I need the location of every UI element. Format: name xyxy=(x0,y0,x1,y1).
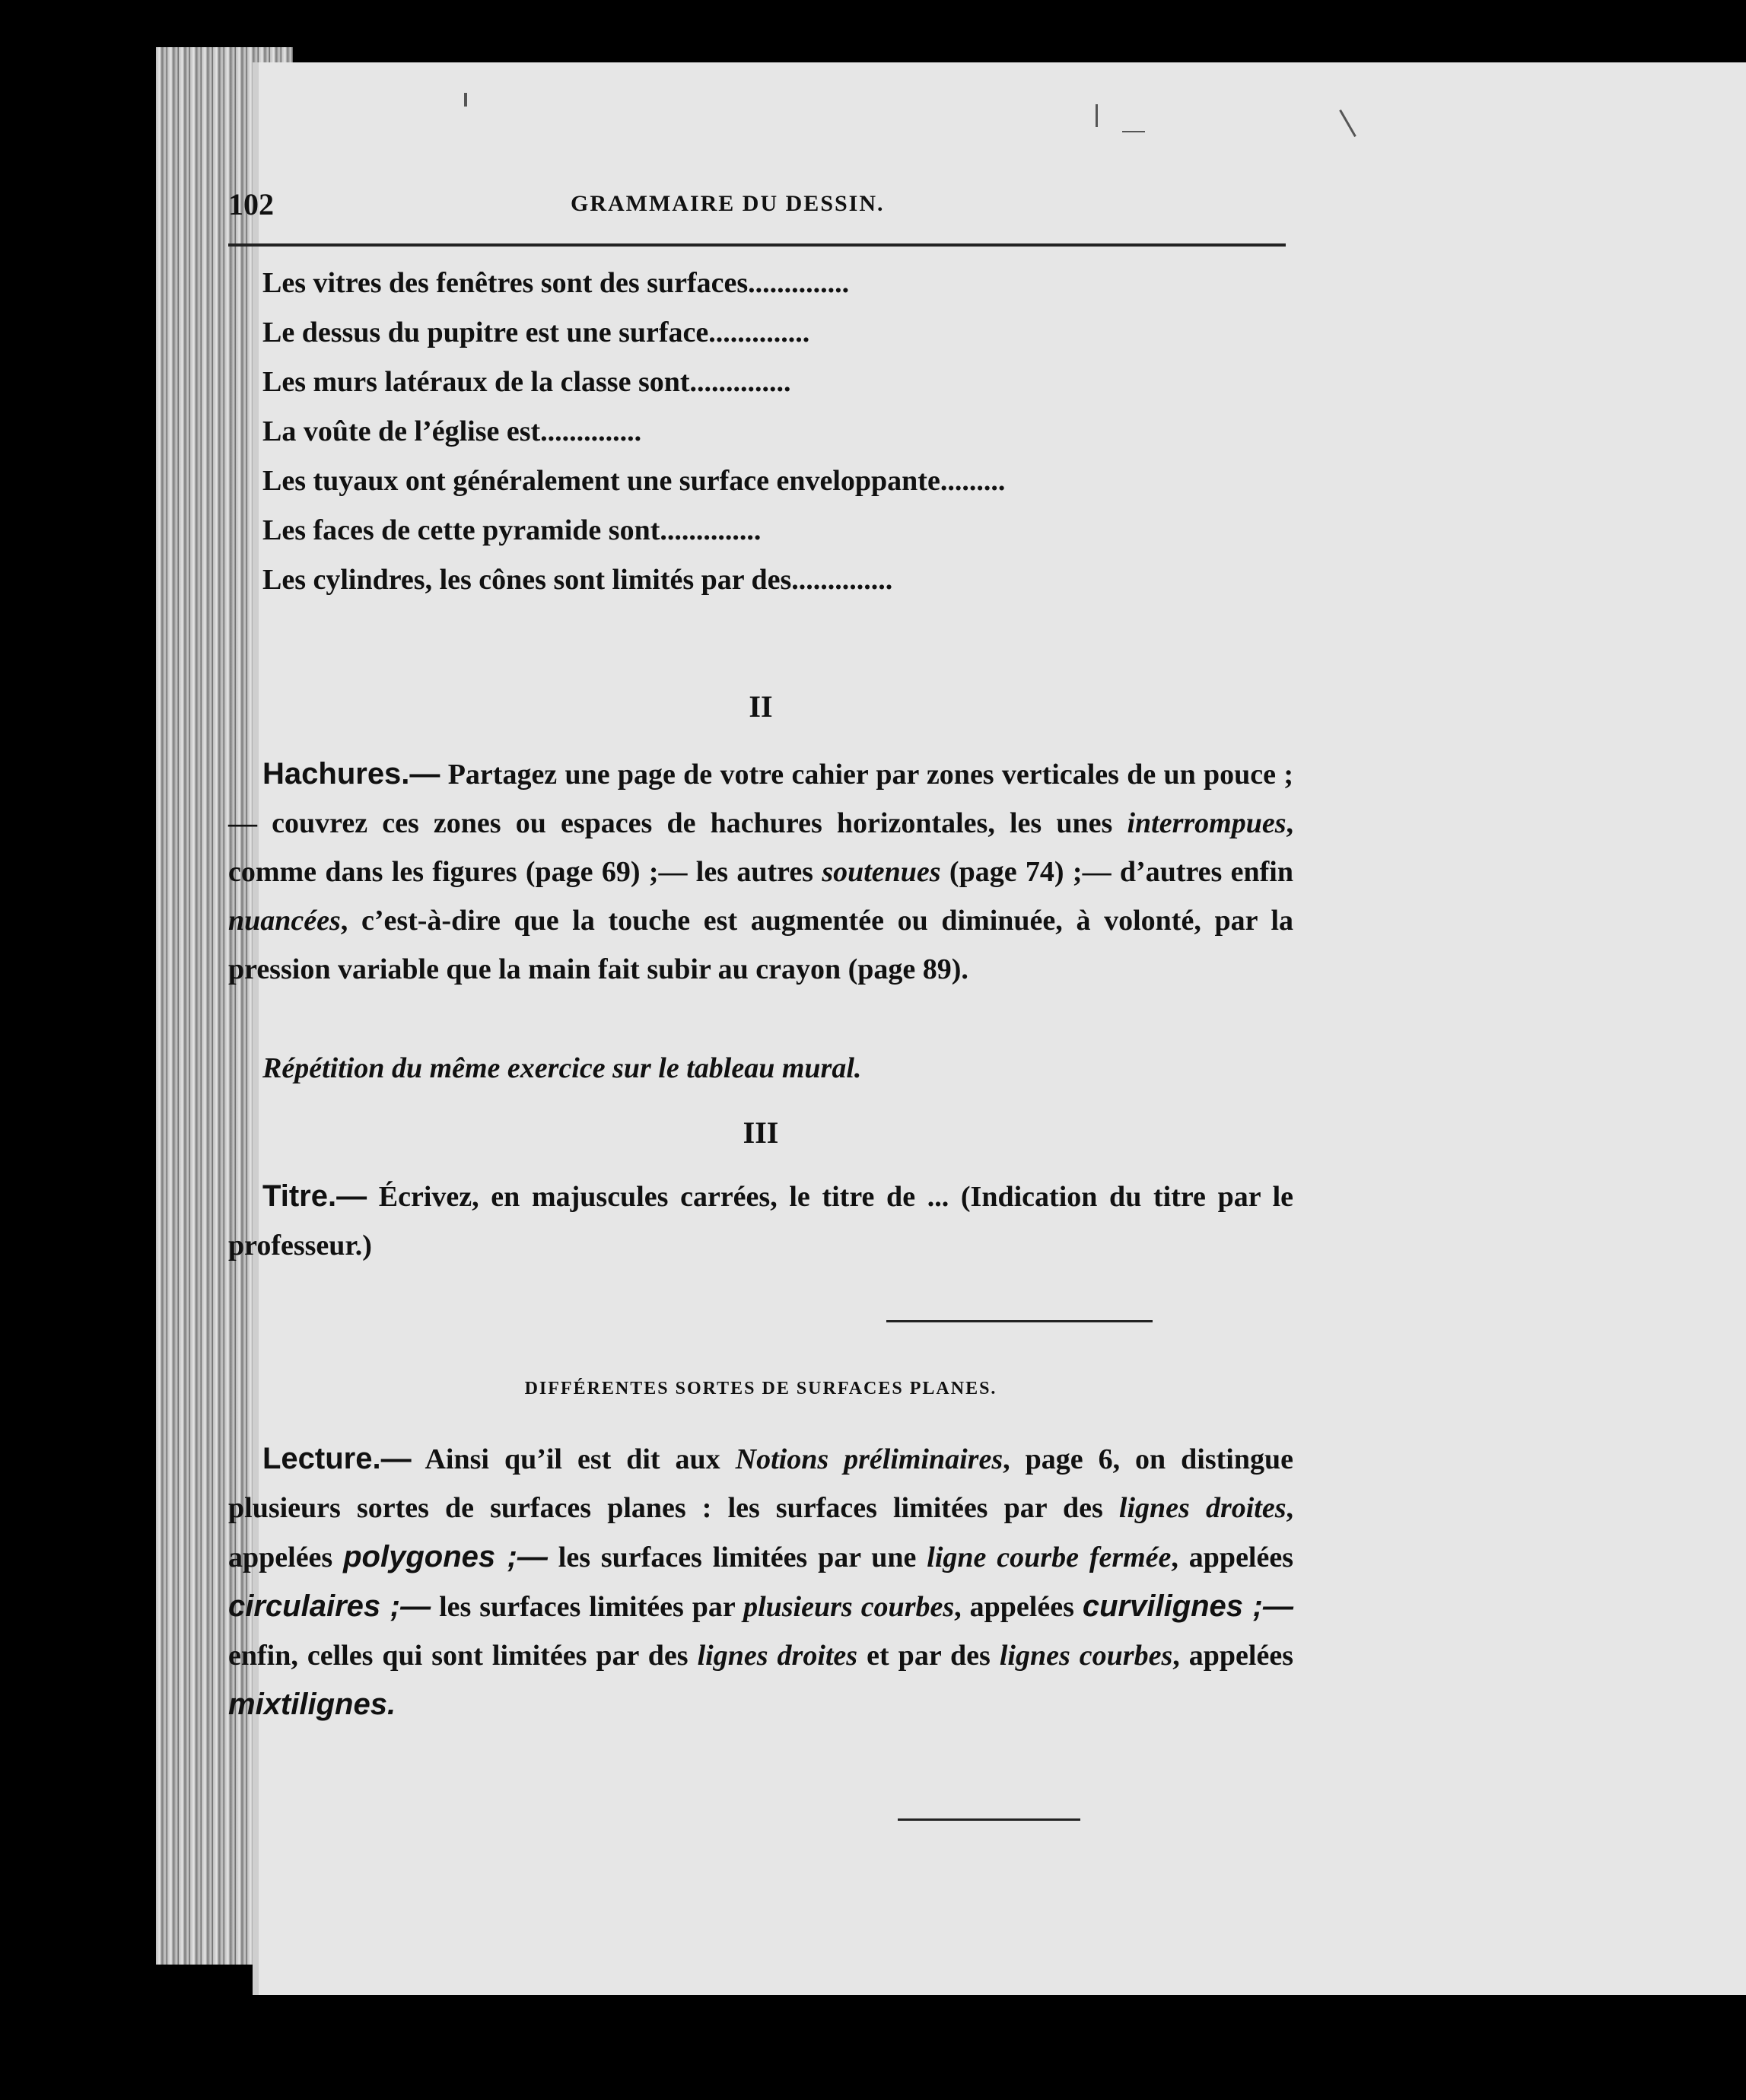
list-item: Les cylindres, les cônes sont limités par des.............. xyxy=(262,564,893,596)
paragraph-hachures: Hachures.— Partagez une page de votre cahier par zones verticales de un pouce ;— couvrez ces zones ou espaces de hachures horizontales, les unes interrompues, comme dans les figures (page 69) ;— les autres soutenues (page 74) ;— d’autres enfin nuancées, c’est-à-dire que la touche est augmentée ou diminuée, à volonté, par la pression variable que la main fait subir au crayon (page 89). xyxy=(228,757,1293,985)
lecture-subtitle: DIFFÉRENTES SORTES DE SURFACES PLANES. xyxy=(524,1379,997,1398)
separator-rule xyxy=(886,1320,1153,1322)
lead-hachures: Hachures.— xyxy=(262,757,440,791)
list-item: Les murs latéraux de la classe sont.............. xyxy=(262,366,791,398)
lead-titre: Titre.— xyxy=(262,1179,367,1213)
term-circulaires: circulaires ;— xyxy=(228,1589,431,1623)
running-title: GRAMMAIRE DU DESSIN. xyxy=(571,191,885,216)
scan-speck xyxy=(1096,104,1098,127)
section-heading-iii: III xyxy=(743,1115,779,1150)
scan-speck xyxy=(1339,110,1356,137)
list-item: Le dessus du pupitre est une surface.............. xyxy=(262,317,810,348)
list-item: La voûte de l’église est.............. xyxy=(262,415,642,447)
exercise-list xyxy=(262,259,1328,605)
term-polygones: polygones ;— xyxy=(343,1540,548,1573)
paragraph-lecture: Lecture.— Ainsi qu’il est dit aux Notions préliminaires, page 6, on distingue plusieurs sortes de surfaces planes : les surfaces limitées par des lignes droites, appelées polygones ;— les surfaces limitées par une ligne courbe fermée, appelées circulaires ;— les surfaces limitées par plusieurs courbes, appelées curvilignes ;— enfin, celles qui sont limitées par des lignes droites et par des lignes courbes, appelées mixtilignes. xyxy=(228,1442,1294,1721)
term-curvilignes: curvilignes ;— xyxy=(1082,1589,1293,1623)
paragraph-titre: Titre.— Écrivez, en majuscules carrées, le titre de ... (Indication du titre par le professeur.) xyxy=(228,1179,1293,1262)
list-item: Les vitres des fenêtres sont des surfaces.............. xyxy=(262,267,850,299)
end-rule xyxy=(898,1818,1080,1821)
scan-speck xyxy=(1122,131,1145,132)
section-heading-ii: II xyxy=(749,689,773,724)
repetition-note: Répétition du même exercice sur le tableau mural. xyxy=(262,1052,862,1084)
list-item: Les tuyaux ont généralement une surface enveloppante......... xyxy=(262,465,1006,497)
list-item: Les faces de cette pyramide sont.............. xyxy=(262,514,762,546)
page-number: 102 xyxy=(228,187,274,221)
header-rule xyxy=(228,243,1286,247)
running-head xyxy=(228,186,1552,232)
scan-speck xyxy=(464,93,467,107)
lead-lecture: Lecture.— xyxy=(262,1442,412,1475)
term-mixtilignes: mixtilignes. xyxy=(228,1688,396,1721)
